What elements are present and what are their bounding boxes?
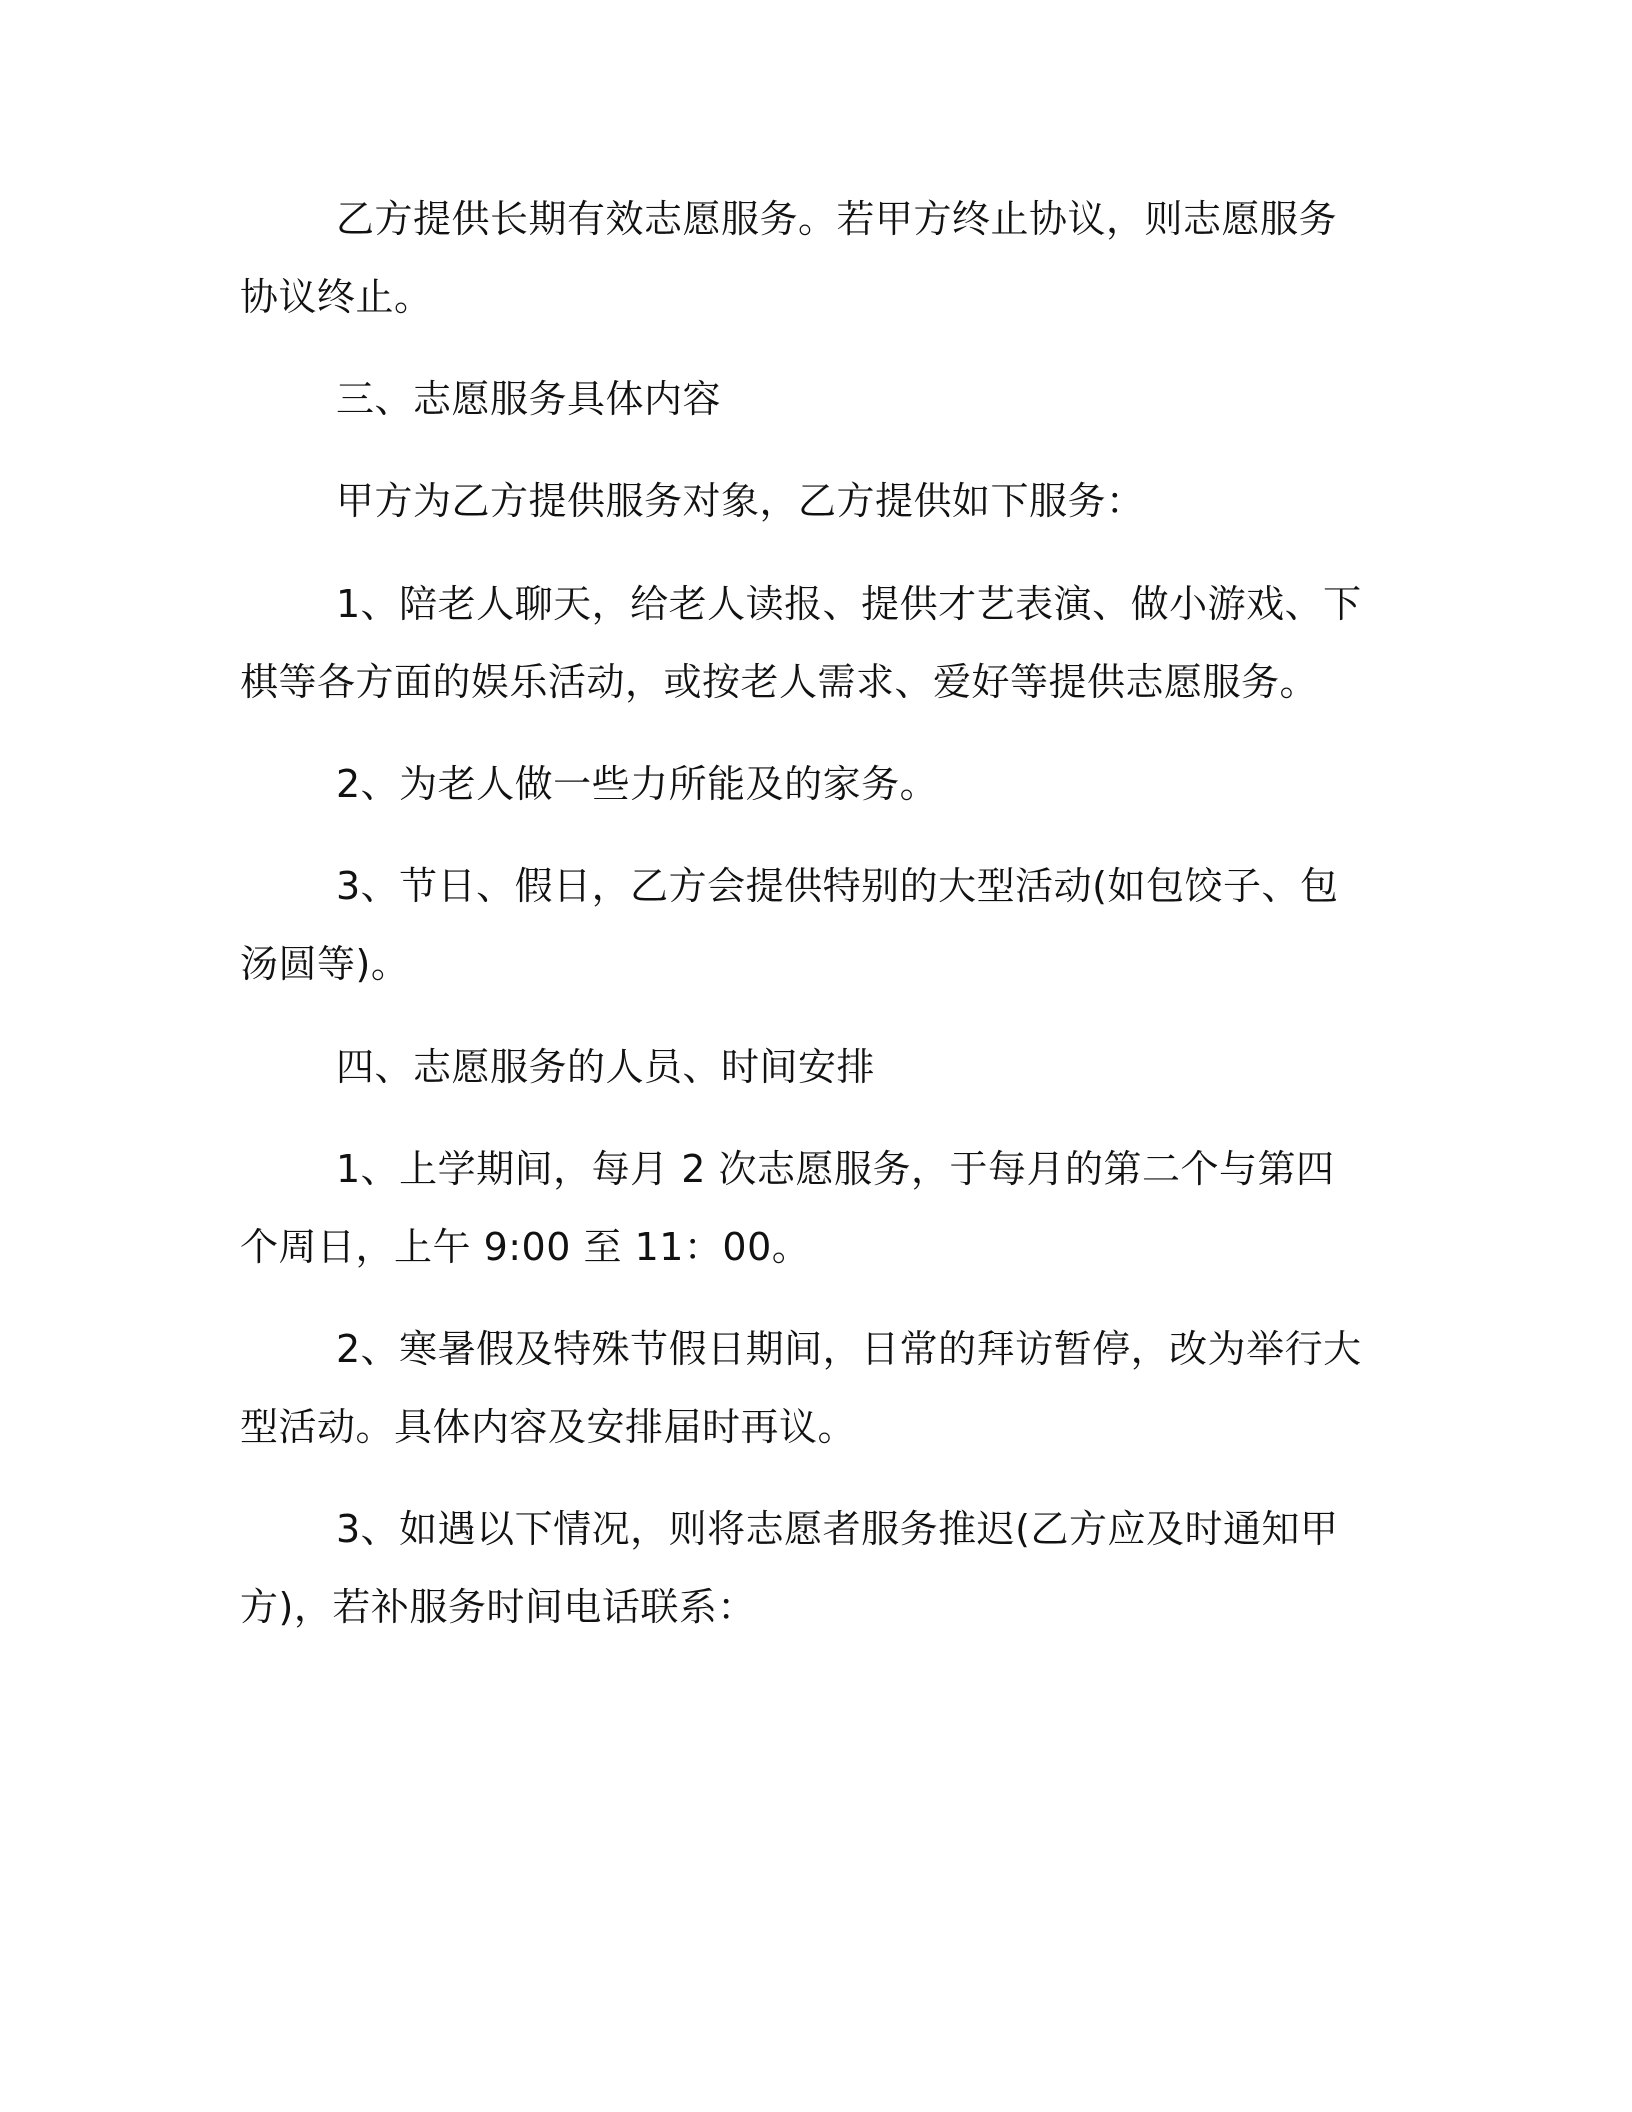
paragraph-service-intro: 甲方为乙方提供服务对象，乙方提供如下服务： bbox=[336, 479, 1145, 523]
list-item-schedule-3: 3、如遇以下情况，则将志愿者服务推迟(乙方应及时通知甲方)，若补服务时间电话联系： bbox=[240, 1507, 1339, 1629]
list-item-service-3: 3、节日、假日，乙方会提供特别的大型活动(如包饺子、包汤圆等)。 bbox=[240, 864, 1339, 986]
list-item-schedule-2: 2、寒暑假及特殊节假日期间，日常的拜访暂停，改为举行大型活动。具体内容及安排届时再议。 bbox=[240, 1327, 1362, 1449]
list-item-schedule-1: 1、上学期间，每月 2 次志愿服务，于每月的第二个与第四个周日，上午 9:00 至 11：00。 bbox=[240, 1147, 1335, 1269]
paragraph-service-term: 乙方提供长期有效志愿服务。若甲方终止协议，则志愿服务协议终止。 bbox=[240, 197, 1338, 319]
list-item-service-2: 2、为老人做一些力所能及的家务。 bbox=[336, 762, 939, 806]
list-item-service-1: 1、陪老人聊天，给老人读报、提供才艺表演、做小游戏、下棋等各方面的娱乐活动，或按老人需求、爱好等提供志愿服务。 bbox=[240, 582, 1362, 704]
section-heading-3: 三、志愿服务具体内容 bbox=[336, 377, 722, 421]
section-heading-4: 四、志愿服务的人员、时间安排 bbox=[336, 1045, 876, 1089]
